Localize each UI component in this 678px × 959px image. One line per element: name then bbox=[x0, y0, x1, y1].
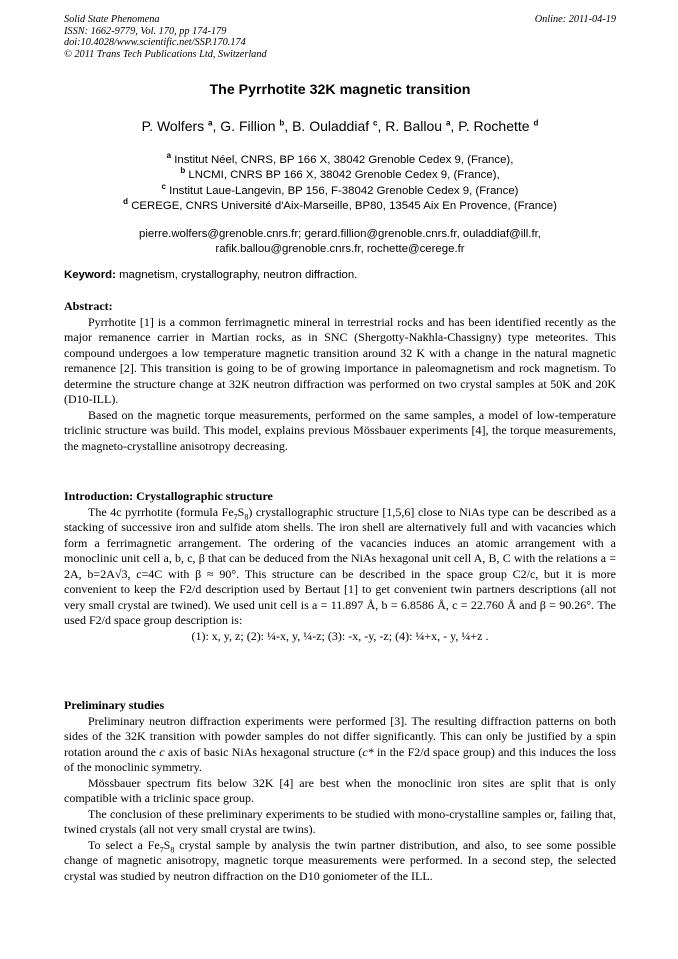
introduction-paragraph: The 4c pyrrhotite (formula $Fe_7S_8$) crystallographic structure [1,5,6] close to NiAs type can be described as a stacking of successive iron and sulfide atom shells. The iron shell are alternatively full and with vacancies which form a ferrimagnetic arrangement. The ordering of the vacancies induces an atomic arrangement with a monoclinic unit cell a, b, c, β that can be deduced from the NiAs hexagonal unit cell A, B, C with the relations a = 2A, b=2A√3, c=4C with β ≈ 90°. This structure can be described in the space group C2/c, but it is more convenient to keep the F2/d description used by Bertaut [1] to get convenient twin partners descriptions (all not very small crystal are twined). We used unit cell is a = 11.897 Å, b = 6.8586 Å, c = 22.760 Å and β = 90.26°. The used F2/d space group description is: bbox=[64, 504, 616, 627]
affiliations bbox=[64, 153, 616, 214]
journal-name: Solid State Phenomena bbox=[64, 14, 160, 25]
abstract-paragraph: Based on the magnetic torque measurements, performed on the same samples, a model of low-temperature triclinic structure was build. This model, explains previous Mössbauer experiments [4], the torque measurements, the magneto-crystalline anisotropy decreasing. bbox=[64, 407, 616, 453]
author-emails bbox=[64, 227, 616, 258]
keywords bbox=[64, 269, 616, 281]
introduction-heading: Introduction: Crystallographic structure bbox=[64, 489, 273, 503]
preliminary-section bbox=[64, 698, 616, 884]
preliminary-paragraph: The conclusion of these preliminary experiments to be studied with mono-crystalline samples or, failing that, twined crystals (all not very small crystal are twins). bbox=[64, 806, 616, 836]
affiliation: $^d$ CEREGE, CNRS Université d'Aix-Marseille, BP80, 13545 Aix En Provence, (France) bbox=[123, 197, 557, 212]
abstract-section bbox=[64, 299, 616, 454]
journal-issn: ISSN: 1662-9779, Vol. 170, pp 174-179 bbox=[64, 25, 227, 37]
affiliation: $^c$ Institut Laue-Langevin, BP 156, F-38042 Grenoble Cedex 9, (France) bbox=[161, 181, 519, 197]
author-list bbox=[64, 118, 616, 134]
introduction-section bbox=[64, 489, 616, 644]
paper-title: The Pyrrhotite 32K magnetic transition bbox=[209, 82, 471, 98]
preliminary-paragraph: To select a $Fe_7S_8$ crystal sample by analysis the twin partner distribution, and also, to see some possible change of magnetic anisotropy, magnetic torque measurements were performed. In a second step, the selected crystal was studied by neutron diffraction on the D10 goniometer of the ILL. bbox=[64, 837, 617, 883]
online-date: Online: 2011-04-19 bbox=[534, 14, 616, 25]
journal-header bbox=[64, 14, 616, 60]
preliminary-heading: Preliminary studies bbox=[64, 698, 165, 712]
abstract-paragraph: Pyrrhotite [1] is a common ferrimagnetic mineral in terrestrial rocks and has been identified recently as the major remanence carrier in Martian rocks, as in SNC (Shergotty-Nakhla-Chassigny) type meteorites. This compound undergoes a low temperature magnetic transition around 32 K with a change in the natural magnetic remanence [2]. This transition is going to be of growing importance in paleomagnetism and rock magnetism. To determine the structure change at 32K neutron diffraction was performed on two crystal samples at 50K and 20K (D10-ILL). bbox=[64, 314, 616, 406]
preliminary-paragraph: Preliminary neutron diffraction experiments were performed [3]. The resulting diffraction patterns on both sides of the 32K transition with powder samples do not differ significantly. This can only be justified by a spin rotation around the c axis of basic NiAs hexagonal structure (c* in the F2/d space group) and this induces the loss of the monoclinic symmetry. bbox=[64, 713, 617, 774]
email-line: rafik.ballou@grenoble.cnrs.fr, rochette@cerege.fr bbox=[215, 243, 465, 256]
space-group-equation: (1): x, y, z; (2): ¼-x, y, ¼-z; (3): -x, -y, -z; (4): ¼+x, - y, ¼+z . bbox=[191, 628, 489, 643]
affiliation: $^a$ Institut Néel, CNRS, BP 166 X, 38042 Grenoble Cedex 9, (France), bbox=[166, 151, 514, 166]
keywords-text: magnetism, crystallography, neutron diffraction. bbox=[115, 269, 358, 281]
preliminary-paragraph: Mössbauer spectrum fits below 32K [4] are best when the monoclinic iron sites are split that is only compatible with a triclinic space group. bbox=[64, 775, 616, 805]
email-line: pierre.wolfers@grenoble.cnrs.fr; gerard.fillion@grenoble.cnrs.fr, ouladdiaf@ill.fr, bbox=[139, 228, 541, 240]
journal-copyright: © 2011 Trans Tech Publications Ltd, Switzerland bbox=[64, 48, 267, 60]
author: R. Ballou $^a$, bbox=[385, 118, 459, 134]
author: B. Ouladdiaf $^c$, bbox=[292, 118, 386, 134]
journal-doi: doi:10.4028/www.scientific.net/SSP.170.174 bbox=[64, 37, 246, 49]
author: P. Rochette $^d$ bbox=[458, 118, 539, 134]
affiliation: $^b$ LNCMI, CNRS BP 166 X, 38042 Grenoble Cedex 9, (France), bbox=[180, 166, 500, 182]
abstract-heading: Abstract: bbox=[64, 299, 113, 313]
keywords-label: Keyword: bbox=[64, 269, 116, 281]
author: P. Wolfers $^a$, bbox=[141, 118, 221, 134]
author: G. Fillion $^b$, bbox=[220, 118, 293, 134]
